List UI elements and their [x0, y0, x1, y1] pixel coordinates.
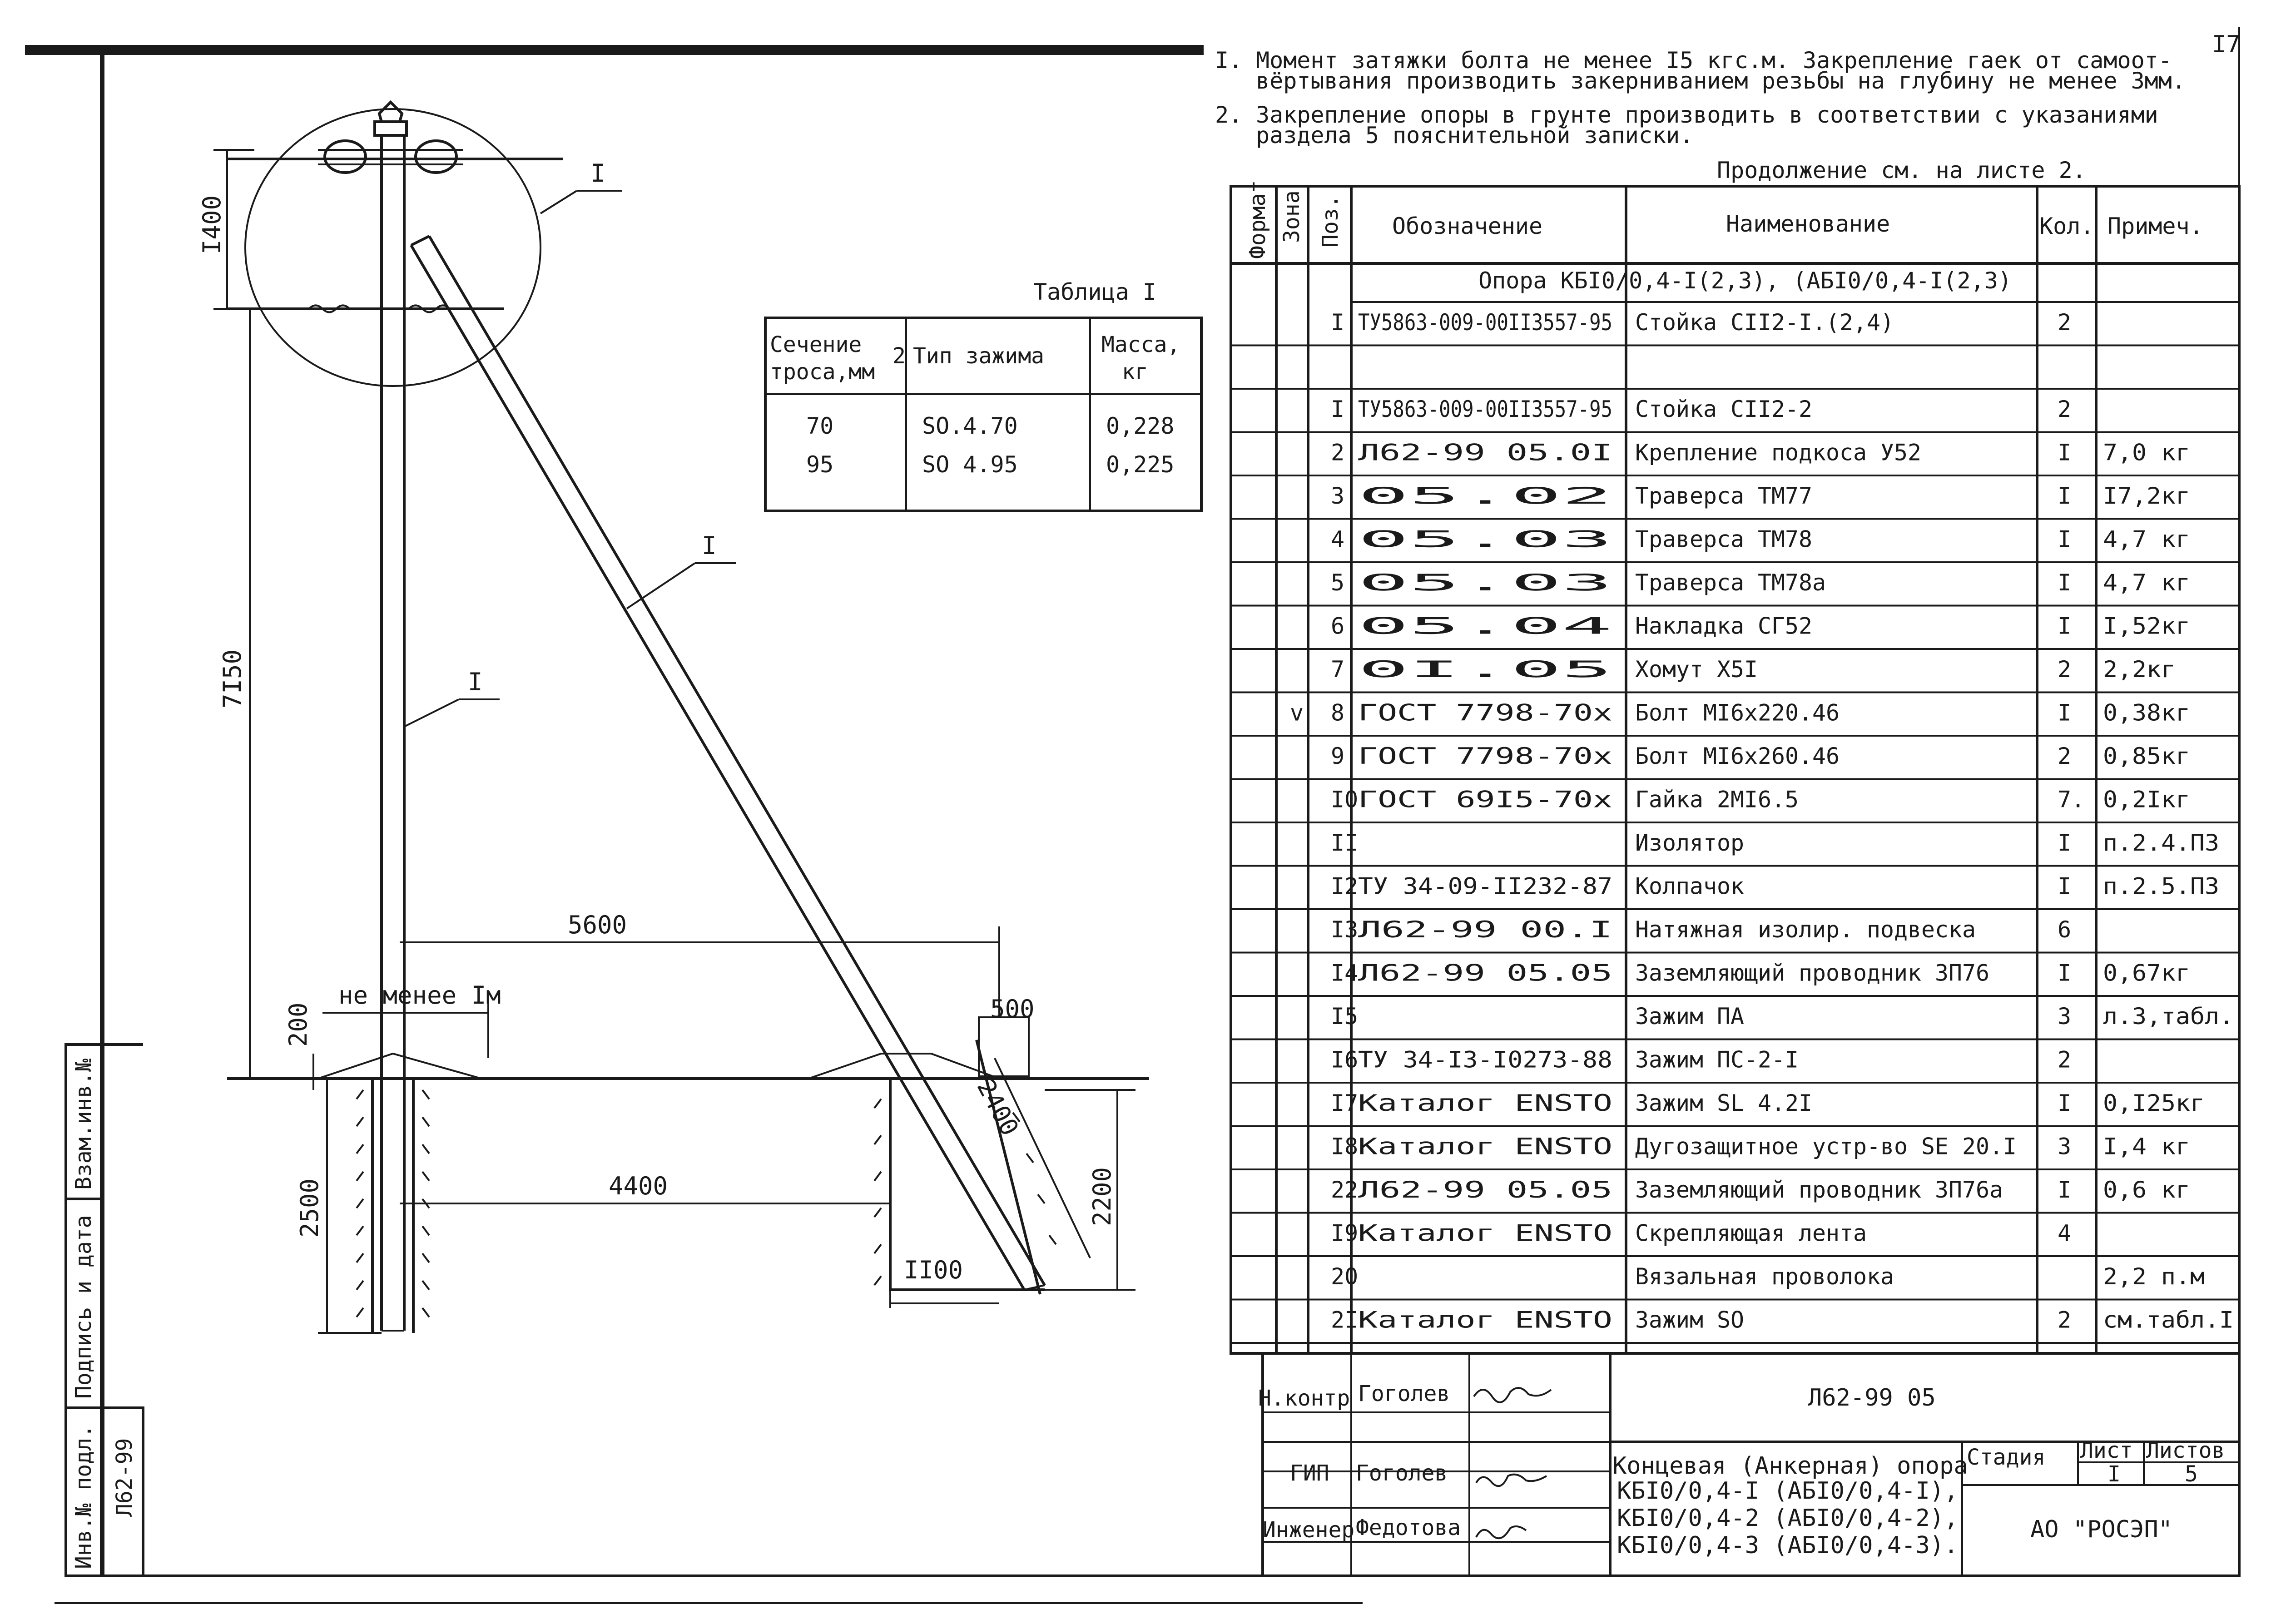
spec-cell-name: Накладка СГ52 [1635, 613, 1812, 639]
title-line-3: КБI0/0,4-2 (АБI0/0,4-2), [1617, 1505, 1959, 1532]
spec-cell-note: I7,2кг [2103, 483, 2190, 509]
spec-cell-name: Гайка 2МI6.5 [1635, 786, 1799, 813]
spec-cell-qty: 2 [2058, 309, 2072, 336]
spec-cell-pos: I8 [1331, 1133, 1359, 1160]
spec-cell-designation: ГОСТ 69I5-70х [1358, 786, 1612, 813]
spec-cell-pos: 4 [1331, 526, 1345, 553]
spec-cell-qty: 2 [2058, 1046, 2072, 1073]
spec-cell-pos: I6 [1331, 1046, 1359, 1073]
pole-drawing [198, 102, 1149, 1333]
table-1-cell-clamp: SO 4.95 [922, 451, 1018, 478]
dim-500: 500 [990, 995, 1035, 1023]
title-line-2: КБI0/0,4-I (АБI0/0,4-I), [1617, 1477, 1959, 1505]
spec-cell-qty: 6 [2058, 916, 2072, 943]
spec-cell-designation: Л62-99 05.05 [1358, 960, 1612, 986]
table-1-cell-section: 95 [806, 451, 834, 478]
table-1-cell-clamp: SO.4.70 [922, 413, 1018, 439]
part-leaders [404, 159, 736, 727]
spec-cell-note: 2,2 п.м [2103, 1263, 2205, 1290]
spec-cell-pos: 5 [1331, 569, 1345, 596]
spec-cell-note: 2,2кг [2103, 656, 2176, 683]
table-1-rows [806, 413, 1175, 478]
stamp-role-1: Н.контр [1258, 1386, 1350, 1411]
spec-cell-designation: Каталог ENSTO [1358, 1133, 1612, 1160]
spec-h-name: Наименование [1726, 211, 1890, 237]
spec-cell-pos: 2 [1331, 439, 1345, 466]
spec-cell-qty: 2 [2058, 396, 2072, 422]
spec-cell-designation: Л62-99 05.05 [1358, 1177, 1612, 1203]
title-line-1: Концевая (Анкерная) опора [1612, 1452, 1968, 1480]
spec-cell-qty: I [2058, 830, 2072, 856]
signature-marks [1474, 1388, 1551, 1538]
table-1-h2: Тип зажима [913, 343, 1044, 369]
spec-cell-name: Натяжная изолир. подвеска [1635, 916, 1976, 943]
min-distance-label: не менее Iм [338, 981, 501, 1010]
spec-cell-note: п.2.4.ПЗ [2103, 830, 2219, 856]
spec-cell-name: Крепление подкоса У52 [1635, 439, 1921, 466]
spec-cell-name: Заземляющий проводник ЗП76а [1635, 1177, 2003, 1203]
spec-cell-name: Изолятор [1635, 830, 1744, 856]
spec-cell-note: п.2.5.ПЗ [2103, 873, 2219, 900]
spec-cell-pos: I3 [1331, 916, 1359, 943]
table-1-title: Таблица I [1033, 279, 1156, 305]
spec-h-format: Формат [1245, 180, 1270, 259]
vertical-post [382, 136, 404, 1331]
spec-cell-qty: 2 [2058, 1307, 2072, 1333]
spec-cell-pos: I5 [1331, 1003, 1359, 1030]
lower-wire [227, 306, 504, 312]
spec-cell-designation: 05.04 [1358, 613, 1612, 639]
spec-cell-designation: 0I.05 [1358, 656, 1612, 683]
dim-1400: I400 [198, 195, 226, 254]
side-stamp-vzam: Взам.инв.№ [71, 1059, 96, 1190]
spec-cell-note: 7,0 кг [2103, 439, 2190, 466]
spec-cell-pos: 6 [1331, 613, 1345, 639]
dim-4400: 4400 [609, 1172, 668, 1200]
spec-cell-designation: 05.03 [1358, 526, 1612, 553]
spec-cell-designation: Каталог ENSTO [1358, 1307, 1612, 1333]
spec-cell-pos: 20 [1331, 1263, 1359, 1290]
spec-cell-name: Зажим ПА [1635, 1003, 1744, 1030]
spec-h-qty: Кол. [2039, 213, 2094, 239]
spec-cell-pos: 3 [1331, 483, 1345, 509]
spec-cell-pos: I [1331, 396, 1345, 422]
spec-cell-qty: 3 [2058, 1003, 2072, 1030]
spec-cell-pos: 22 [1331, 1177, 1359, 1203]
spec-cell-pos: I2 [1331, 873, 1359, 900]
spec-cell-pos: I7 [1331, 1090, 1359, 1116]
strut-pit [874, 1017, 1056, 1294]
dim-2400: 2400 [971, 1074, 1025, 1140]
doc-code: Л62-99 05 [1808, 1384, 1936, 1411]
spec-cell-designation: ГОСТ 7798-70х [1358, 699, 1612, 726]
spec-cell-designation: Л62-99 05.0I [1358, 439, 1612, 466]
spec-cell-note: 0,I25кг [2103, 1090, 2205, 1116]
spec-cell-name: Зажим SL 4.2I [1635, 1090, 1812, 1116]
spec-cell-pos: I0 [1331, 786, 1359, 813]
spec-cell-name: Вязальная проволока [1635, 1263, 1894, 1290]
note-2-line2: раздела 5 пояснительной записки. [1256, 122, 1694, 149]
spec-cell-name: Болт МI6х260.46 [1635, 743, 1840, 769]
spec-cell-qty: 7. [2058, 786, 2085, 813]
spec-cell-name: Стойка СII2-I.(2,4) [1635, 309, 1894, 336]
stamp-name-3: Федотова [1356, 1515, 1461, 1540]
spec-cell-name: Колпачок [1635, 873, 1744, 900]
spec-cell-qty: I [2058, 1177, 2072, 1203]
spec-cell-pos: 2I [1331, 1307, 1359, 1333]
spec-cell-designation: 05.03 [1358, 569, 1612, 596]
spec-cell-note: 0,6 кг [2103, 1177, 2190, 1203]
side-stamp-inv-value: Л62-99 [112, 1438, 137, 1517]
stage-label: Стадия [1967, 1445, 2046, 1470]
spec-group-title: Опора КБI0/0,4-I(2,3), (АБI0/0,4-I(2,3) [1478, 267, 2012, 294]
table-1-cell-mass: 0,228 [1106, 413, 1175, 439]
side-stamp-inv-podl: Инв.№ подл. [71, 1425, 96, 1569]
post-pit [357, 1079, 429, 1333]
spec-cell-pos: II [1331, 830, 1359, 856]
spec-cell-name: Хомут Х5I [1635, 656, 1758, 683]
spec-rows [1231, 309, 2239, 1343]
spec-h-designation: Обозначение [1392, 213, 1543, 239]
spec-cell-pos: 9 [1331, 743, 1345, 769]
stamp-name-1: Гоголев [1358, 1381, 1450, 1406]
sheet-label: Лист [2080, 1438, 2133, 1463]
spec-cell-qty: I [2058, 569, 2072, 596]
spec-cell-note: см.табл.I [2103, 1307, 2234, 1333]
dim-2500: 2500 [295, 1178, 324, 1238]
spec-cell-qty: 3 [2058, 1133, 2072, 1160]
title-line-4: КБI0/0,4-3 (АБI0/0,4-3). [1617, 1532, 1959, 1559]
dim-200: 200 [284, 1002, 312, 1047]
dimensions [198, 150, 1136, 1333]
spec-cell-pos: I9 [1331, 1220, 1359, 1247]
post-mound [318, 1054, 481, 1079]
note-2-line1: Закрепление опоры в грунте производить в соответствии с указаниями [1256, 102, 2158, 128]
spec-cell-name: Траверса ТМ78а [1635, 569, 1826, 596]
spec-cell-name: Стойка СII2-2 [1635, 396, 1812, 422]
stamp-role-2: ГИП [1290, 1461, 1329, 1486]
spec-cell-name: Заземляющий проводник ЗП76 [1635, 960, 1989, 986]
dim-5600: 5600 [568, 911, 627, 939]
spec-cell-note: 0,67кг [2103, 960, 2190, 986]
spec-cell-note: л.3,табл. [2103, 1003, 2234, 1030]
dim-7150: 7I50 [218, 649, 247, 708]
spec-cell-designation: ГОСТ 7798-70х [1358, 743, 1612, 769]
spec-h-zone: Зона [1279, 190, 1304, 243]
spec-cell-pos: 8 [1331, 699, 1345, 726]
spec-cell-designation: Каталог ENSTO [1358, 1090, 1612, 1116]
table-1-cell-section: 70 [806, 413, 834, 439]
spec-cell-name: Траверса ТМ78 [1635, 526, 1812, 553]
spec-cell-qty: I [2058, 960, 2072, 986]
label-part-strut: I [702, 531, 717, 560]
spec-cell-designation: Л62-99 00.I [1358, 916, 1612, 943]
spec-cell-name: Дугозащитное устр-во SE 20.I [1635, 1133, 2017, 1160]
spec-cell-designation: Каталог ENSTO [1358, 1220, 1612, 1247]
note-1-line2: вёртывания производить закерниванием резьбы на глубину не менее 3мм. [1256, 68, 2186, 94]
spec-cell-qty: I [2058, 483, 2072, 509]
note-2-num: 2. [1215, 102, 1243, 128]
table-1-h1a: Сечение [770, 332, 862, 357]
spec-cell-qty: 4 [2058, 1220, 2072, 1247]
strut-mound [808, 1054, 999, 1079]
sheets-value: 5 [2185, 1461, 2198, 1487]
page-number: I7 [2212, 31, 2241, 58]
table-1-h1b: троса,мм [770, 359, 875, 385]
spec-h-note: Примеч. [2107, 213, 2203, 239]
notes [1215, 47, 2186, 183]
spec-cell-name: Зажим SO [1635, 1307, 1744, 1333]
spec-cell-name: Скрепляющая лента [1635, 1220, 1867, 1247]
table-1-h3b: кг [1122, 359, 1148, 385]
spec-h-pos: Поз. [1318, 195, 1343, 248]
org-name: АО "РОСЭП" [2030, 1516, 2173, 1543]
title-block [1258, 1353, 2239, 1576]
stamp-role-3: Инженер [1263, 1517, 1355, 1543]
spec-cell-designation: ТУ5863-009-00II3557-95 [1358, 309, 1612, 336]
spec-cell-designation: ТУ 34-09-II232-87 [1358, 873, 1612, 900]
spec-cell-note: 4,7 кг [2103, 526, 2190, 553]
spec-cell-designation: ТУ5863-009-00II3557-95 [1358, 396, 1612, 422]
spec-cell-pos: I4 [1331, 960, 1359, 986]
spec-cell-designation: 05.02 [1358, 483, 1612, 509]
spec-cell-pos: I [1331, 309, 1345, 336]
side-stamp-sign: Подпись и дата [71, 1215, 96, 1399]
table-1-cell-mass: 0,225 [1106, 451, 1175, 478]
spec-cell-note: 0,2Iкг [2103, 786, 2190, 813]
spec-cell-qty: I [2058, 699, 2072, 726]
spec-cell-note: 0,85кг [2103, 743, 2190, 769]
table-1-h1sup: 2 [893, 343, 906, 369]
spec-cell-note: I,4 кг [2103, 1133, 2190, 1160]
spec-cell-zone: v [1290, 699, 1304, 726]
table-1-h3a: Масса, [1101, 332, 1180, 357]
spec-table [1231, 180, 2239, 1353]
spec-cell-name: Болт МI6х220.46 [1635, 699, 1840, 726]
sheets-label: Листов [2146, 1438, 2225, 1463]
spec-cell-name: Зажим ПС-2-I [1635, 1046, 1799, 1073]
continuation-note: Продолжение см. на листе 2. [1717, 157, 2086, 183]
spec-cell-qty: I [2058, 613, 2072, 639]
note-1-line1: Момент затяжки болта не менее I5 кгс.м. Закрепление гаек от самоот- [1256, 47, 2172, 74]
spec-cell-designation: ТУ 34-I3-I0273-88 [1358, 1046, 1612, 1073]
spec-cell-qty: I [2058, 1090, 2072, 1116]
sheet-value: I [2107, 1461, 2121, 1487]
spec-cell-qty: 2 [2058, 743, 2072, 769]
table-1 [765, 279, 1201, 511]
label-part-top: I [590, 159, 605, 188]
spec-cell-qty: 2 [2058, 656, 2072, 683]
dim-2200: 2200 [1088, 1167, 1116, 1226]
spec-cell-qty: I [2058, 526, 2072, 553]
note-1-num: I. [1215, 47, 1243, 74]
spec-cell-pos: 7 [1331, 656, 1345, 683]
spec-cell-qty: I [2058, 439, 2072, 466]
label-part-post: I [468, 668, 483, 696]
stamp-name-2: Гоголев [1356, 1461, 1448, 1486]
insulator-icon [375, 102, 407, 135]
spec-cell-qty: I [2058, 873, 2072, 900]
spec-cell-note: 0,38кг [2103, 699, 2190, 726]
spec-cell-note: I,52кг [2103, 613, 2190, 639]
dim-1100: II00 [904, 1256, 963, 1284]
spec-cell-name: Траверса ТМ77 [1635, 483, 1812, 509]
spec-cell-note: 4,7 кг [2103, 569, 2190, 596]
